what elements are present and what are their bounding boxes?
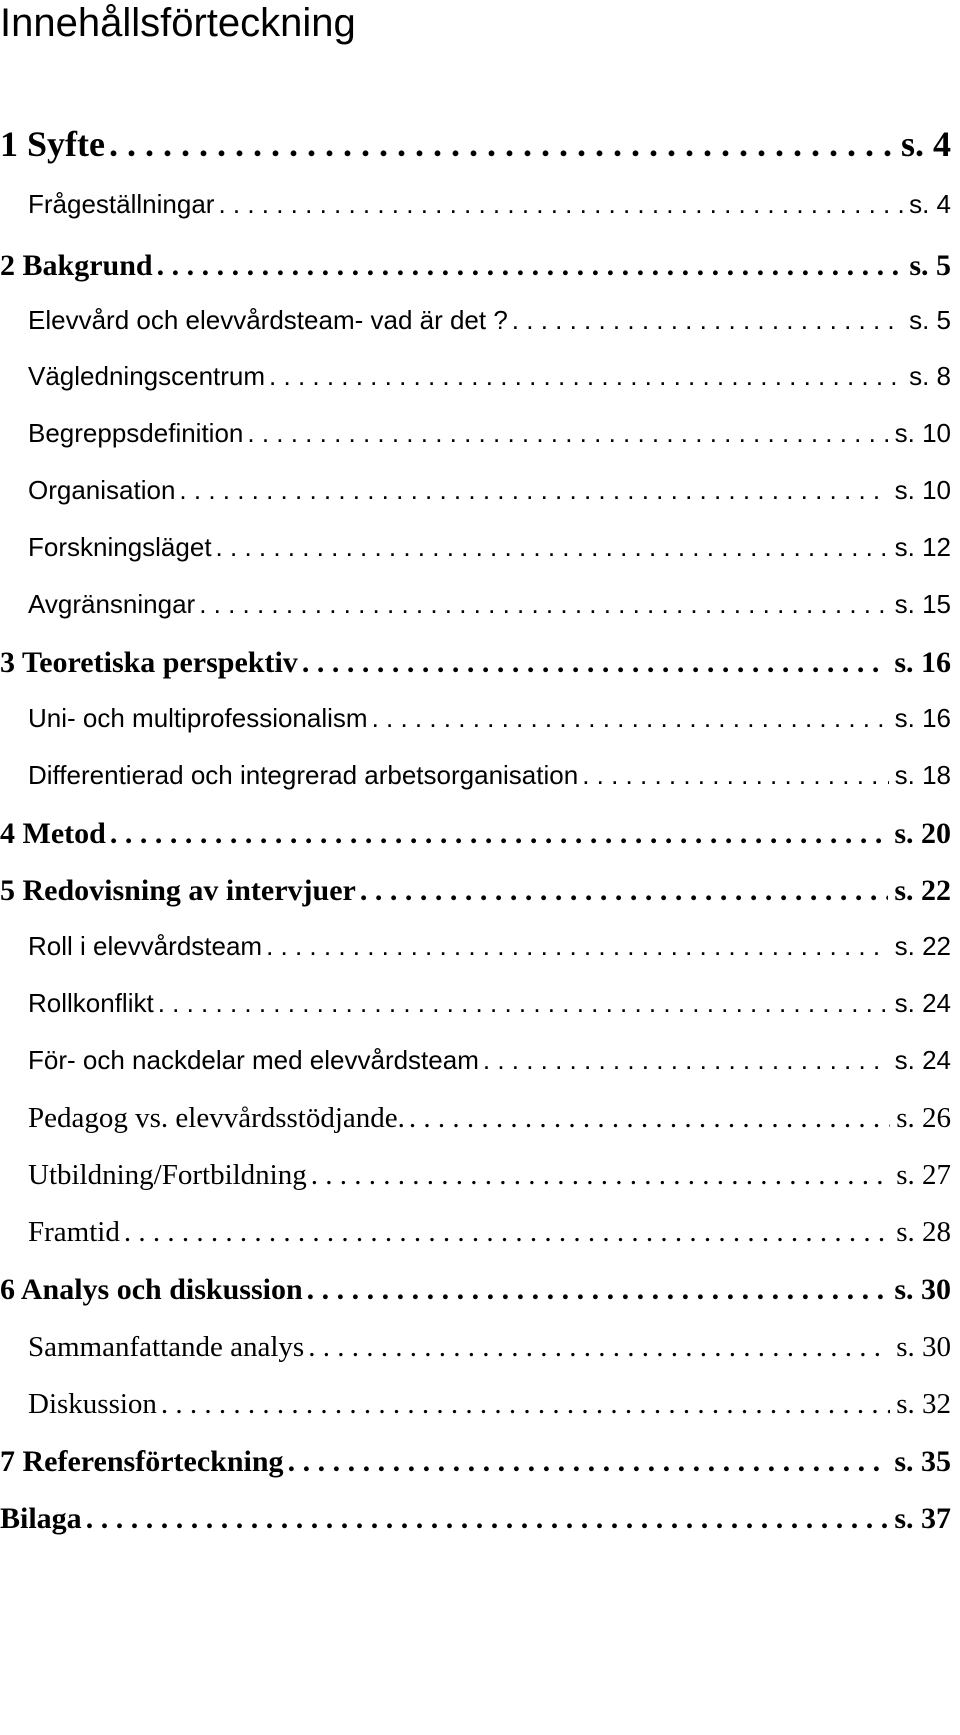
toc-entry-label: 2 Bakgrund: [0, 249, 153, 282]
toc-entry-metod[interactable]: [0, 817, 951, 861]
toc-entry-label: 7 Referensförteckning: [0, 1445, 284, 1478]
toc-entry-syfte[interactable]: [0, 123, 951, 167]
toc-entry-label: Vägledningscentrum: [28, 361, 266, 391]
toc-leader-dots: [266, 931, 889, 962]
toc-entry-label: Uni- och multiprofessionalism: [28, 703, 368, 733]
toc-entry-page: s. 4: [900, 124, 951, 164]
toc-entry-label: Utbildning/Fortbildning: [28, 1159, 307, 1191]
toc-leader-dots: [179, 475, 888, 506]
toc-entry-for-nackdelar[interactable]: [28, 1045, 951, 1089]
toc-entry-page: s. 30: [894, 1273, 951, 1306]
toc-leader-dots: [409, 1102, 890, 1135]
toc-entry-page: s. 26: [896, 1102, 951, 1134]
toc-entry-label: Begreppsdefinition: [28, 418, 244, 448]
toc-entry-rollkonflikt[interactable]: [28, 988, 951, 1032]
toc-entry-page: s. 35: [894, 1445, 951, 1478]
toc-entry-redovisning[interactable]: [0, 874, 951, 918]
toc-entry-page: s. 22: [894, 931, 951, 961]
toc-entry-label: Forskningsläget: [28, 532, 212, 562]
toc-leader-dots: [307, 1273, 889, 1307]
toc-entry-page: s. 4: [909, 189, 951, 219]
toc-entry-label: 1 Syfte: [0, 124, 105, 164]
toc-leader-dots: [247, 418, 888, 449]
toc-entry-label: Organisation: [28, 475, 176, 505]
toc-leader-dots: [218, 189, 903, 220]
toc-entry-multiprofessionalism[interactable]: [28, 703, 951, 747]
toc-entry-label: Elevvård och elevvårdsteam- vad är det ?: [28, 305, 508, 335]
toc-leader-dots: [157, 249, 904, 283]
toc-entry-bakgrund[interactable]: [0, 249, 951, 293]
toc-leader-dots: [158, 988, 889, 1019]
toc-leader-dots: [109, 123, 895, 165]
toc-entry-label: Frågeställningar: [28, 189, 215, 219]
toc-leader-dots: [483, 1045, 889, 1076]
toc-entry-diskussion[interactable]: [28, 1388, 951, 1432]
toc-entry-page: s. 27: [896, 1159, 951, 1191]
toc-entry-label: Sammanfattande analys: [28, 1331, 305, 1363]
toc-entry-label: Differentierad och integrerad arbetsorganisation: [28, 760, 579, 790]
toc-entry-referensforteckning[interactable]: [0, 1445, 951, 1489]
toc-entry-elevvard[interactable]: [28, 305, 951, 349]
toc-entry-page: s. 16: [894, 703, 951, 733]
toc-entry-page: s. 8: [909, 361, 951, 391]
toc-leader-dots: [216, 532, 889, 563]
toc-leader-dots: [86, 1502, 889, 1536]
toc-entry-begreppsdefinition[interactable]: [28, 418, 951, 462]
page-title: Innehållsförteckning: [0, 1, 356, 45]
toc-entry-label: För- och nackdelar med elevvårdsteam: [28, 1045, 479, 1075]
toc-leader-dots: [124, 1216, 890, 1249]
toc-entry-bilaga[interactable]: [0, 1502, 951, 1546]
toc-entry-page: s. 24: [894, 1045, 951, 1075]
toc-entry-page: s. 37: [894, 1502, 951, 1535]
toc-entry-framtid[interactable]: [28, 1216, 951, 1260]
toc-entry-avgransningar[interactable]: [28, 589, 951, 633]
toc-entry-vagledningscentrum[interactable]: [28, 361, 951, 405]
toc-entry-pedagog[interactable]: [28, 1102, 951, 1146]
toc-entry-label: Bilaga: [0, 1502, 82, 1535]
toc-entry-sammanfattande[interactable]: [28, 1331, 951, 1375]
toc-leader-dots: [360, 874, 888, 908]
toc-entry-roll[interactable]: [28, 931, 951, 975]
toc-entry-label: Pedagog vs. elevvårdsstödjande.: [28, 1102, 405, 1134]
toc-entry-page: s. 30: [896, 1331, 951, 1363]
toc-entry-page: s. 32: [896, 1388, 951, 1420]
toc-entry-label: 5 Redovisning av intervjuer: [0, 874, 356, 907]
toc-entry-page: s. 16: [894, 646, 951, 679]
toc-entry-label: Roll i elevvårdsteam: [28, 931, 263, 961]
toc-entry-analys[interactable]: [0, 1273, 951, 1317]
toc-entry-fragestallningar[interactable]: [28, 189, 951, 233]
toc-entry-arbetsorganisation[interactable]: [28, 760, 951, 804]
toc-entry-page: s. 15: [894, 589, 951, 619]
toc-leader-dots: [269, 361, 903, 392]
toc-entry-page: s. 28: [896, 1216, 951, 1248]
toc-entry-label: Diskussion: [28, 1388, 157, 1420]
toc-entry-page: s. 20: [894, 817, 951, 850]
toc-entry-page: s. 12: [894, 532, 951, 562]
toc-leader-dots: [308, 1331, 890, 1364]
toc-leader-dots: [288, 1445, 889, 1479]
toc-entry-label: Framtid: [28, 1216, 120, 1248]
toc-entry-utbildning[interactable]: [28, 1159, 951, 1203]
toc-entry-page: s. 10: [894, 418, 951, 448]
toc-leader-dots: [199, 589, 888, 620]
toc-entry-page: s. 5: [909, 305, 951, 335]
toc-leader-dots: [311, 1159, 890, 1192]
toc-entry-label: Avgränsningar: [28, 589, 196, 619]
toc-leader-dots: [512, 305, 903, 336]
toc-entry-page: s. 10: [894, 475, 951, 505]
toc-entry-label: 4 Metod: [0, 817, 106, 850]
toc-leader-dots: [161, 1388, 890, 1421]
toc-entry-page: s. 5: [909, 249, 951, 282]
toc-entry-teoretiska-perspektiv[interactable]: [0, 646, 951, 690]
toc-entry-label: 3 Teoretiska perspektiv: [0, 646, 298, 679]
toc-entry-page: s. 18: [894, 760, 951, 790]
toc-entry-label: 6 Analys och diskussion: [0, 1273, 303, 1306]
toc-entry-page: s. 24: [894, 988, 951, 1018]
toc-entry-forskningslaget[interactable]: [28, 532, 951, 576]
toc-entry-organisation[interactable]: [28, 475, 951, 519]
toc-leader-dots: [372, 703, 889, 734]
toc-leader-dots: [110, 817, 889, 851]
toc-entry-page: s. 22: [894, 874, 951, 907]
toc-leader-dots: [582, 760, 888, 791]
toc-leader-dots: [302, 646, 889, 680]
toc-entry-label: Rollkonflikt: [28, 988, 154, 1018]
